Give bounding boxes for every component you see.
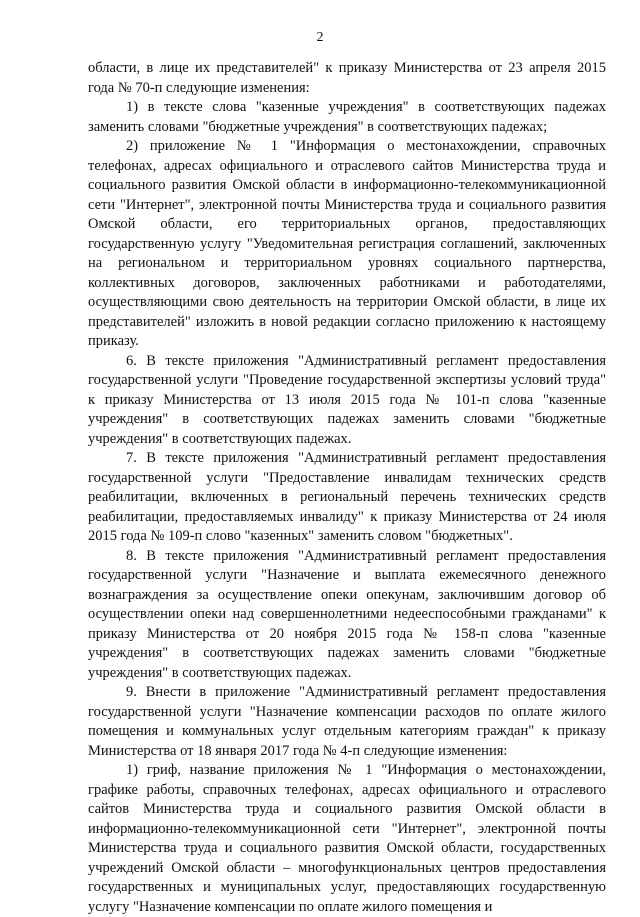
page-number: 2: [316, 30, 324, 45]
document-body: [88, 59, 606, 917]
paragraph-continuation: области, в лице их представителей" к приказу Министерства от 23 апреля 2015 года № 70-п следующие изменения:: [88, 60, 606, 96]
paragraph-item-2: 2) приложение № 1 "Информация о местонахождении, справочных телефонах, адресах официального и отраслевого сайтов Министерства труда и социального развития Омской области в информационно-телекоммуникационной сети "Интернет", электронной почты Министерства труда и социального развития Омской области, его территориальных органов, предоставляющих государственную услугу "Уведомительная регистрация соглашений, заключенных на региональном и территориальном уровнях социального партнерства, коллективных договоров, заключенных работниками и работодателями, осуществляющими свою деятельность на территории Омской области, в лице их представителей" изложить в новой редакции согласно приложению к настоящему приказу.: [88, 138, 606, 349]
paragraph-clause-6: 6. В тексте приложения "Административный регламент предоставления государственной услуги "Проведение государственной экспертизы условий труда" к приказу Министерства от 13 июля 2015 года № 101-п слова "казенные учреждения" в соответствующих падежах заменить словами "бюджетные учреждения" в соответствующих падежах.: [88, 352, 606, 447]
paragraph-clause-8: 8. В тексте приложения "Административный регламент предоставления государственной услуги "Назначение и выплата ежемесячного денежного вознаграждения за осуществление опеки опекунам, заключившим договор об осуществлении опеки над совершеннолетними недееспособными гражданами" к приказу Министерства от 20 ноября 2015 года № 158-п слова "казенные учреждения" в соответствующих падежах заменить словами "бюджетные учреждения" в соответствующих падежах.: [88, 547, 606, 681]
paragraph-item-1: 1) в тексте слова "казенные учреждения" в соответствующих падежах заменить словами "бюджетные учреждения" в соответствующих падежах;: [88, 99, 606, 135]
paragraph-clause-7: 7. В тексте приложения "Административный регламент предоставления государственной услуги "Предоставление инвалидам технических средств реабилитации, включенных в региональный перечень технических средств реабилитации, предоставляемых инвалиду" к приказу Министерства от 24 июля 2015 года № 109-п слово "казенных" заменить словом "бюджетных".: [88, 450, 606, 544]
paragraph-clause-9-item-1: 1) гриф, название приложения № 1 "Информация о местонахождении, графике работы, справочных телефонах, адресах официального и отраслевого сайтов Министерства труда и социального развития Омской области в информационно-телекоммуникационной сети "Интернет", электронной почты Министерства труда и социального развития Омской области, государственных учреждений Омской области – многофункциональных центров предоставления государственных и муниципальных услуг, предоставляющих государственную услугу "Назначение компенсации по оплате жилого помещения и: [88, 762, 606, 915]
paragraph-clause-9: 9. Внести в приложение "Административный регламент предоставления государственной услуги "Назначение компенсации расходов по оплате жилого помещения и коммунальных услуг отдельным категориям граждан" к приказу Министерства от 18 января 2017 года № 4-п следующие изменения:: [88, 684, 606, 759]
